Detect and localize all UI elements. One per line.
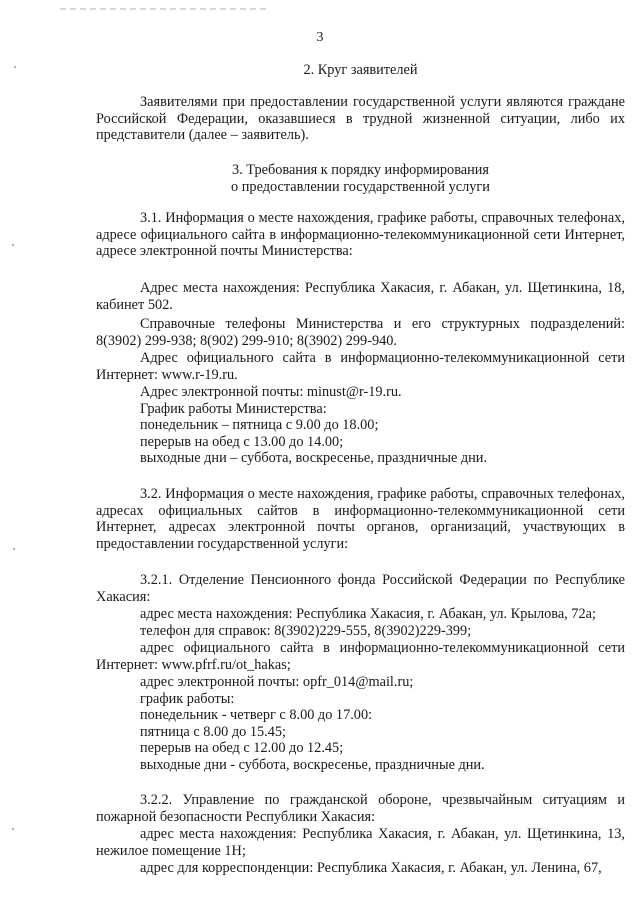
pfr-mon-thu: понедельник - четверг с 8.00 до 17.00:: [140, 707, 373, 724]
pfr-contacts: [96, 606, 625, 639]
ministry-schedule-off: выходные дни – суббота, воскресенье, праздничные дни.: [140, 450, 488, 467]
page-number: 3: [316, 30, 324, 45]
pfr-email: адрес электронной почты: opfr_014@mail.ru;: [140, 674, 414, 690]
pfr-off: выходные дни - суббота, воскресенье, праздничные дни.: [140, 756, 485, 773]
section-3-heading-line2: о предоставлении государственной услуги: [231, 178, 490, 195]
paragraph-3-2: 3.2. Информация о месте нахождения, графике работы, справочных телефонах, адресах официальных сайтов в информационно-телекоммуникационной сети Интернет, адресах электронной почты органов, организаций, участвующих в предоставлении государственной услуги:: [96, 486, 625, 552]
go-mail-address: адрес для корреспонденции: Республика Хакасия, г. Абакан, ул. Ленина, 67,: [140, 860, 602, 876]
pfr-schedule-title: график работы:: [140, 690, 235, 707]
pfr-address: адрес места нахождения: Республика Хакасия, г. Абакан, ул. Крылова, 72а;: [140, 606, 596, 622]
ministry-schedule-title: График работы Министерства:: [140, 400, 327, 417]
ministry-schedule: [96, 384, 625, 467]
ministry-address: Адрес места нахождения: Республика Хакасия, г. Абакан, ул. Щетинкина, 18, кабинет 502.: [96, 280, 625, 313]
pfr-site: адрес официального сайта в информационно-телекоммуникационной сети Интернет: www.pfrf.ru/ot_hakas;: [96, 640, 625, 673]
section-2-heading: 2. Круг заявителей: [303, 62, 418, 78]
pfr-break: перерыв на обед с 12.00 до 12.45;: [140, 740, 344, 757]
ministry-schedule-days: понедельник – пятница с 9.00 до 18.00;: [140, 417, 379, 434]
paragraph-3-1: 3.1. Информация о месте нахождения, графике работы, справочных телефонах, адресе официального сайта в информационно-телекоммуникационной сети Интернет, адресе электронной почты Министерства:: [96, 210, 625, 260]
ministry-email: Адрес электронной почты: minust@r-19.ru.: [140, 384, 402, 400]
scan-speck: [14, 66, 16, 68]
pfr-phones: телефон для справок: 8(3902)229-555, 8(3902)229-399;: [140, 622, 472, 639]
ministry-phones: Справочные телефоны Министерства и его структурных подразделений: 8(3902) 299-938; 8(902) 299-910; 8(3902) 299-940.: [96, 316, 625, 349]
ministry-site: Адрес официального сайта в информационно-телекоммуникационной сети Интернет: www.r-19.ru.: [96, 350, 625, 383]
pfr-fri: пятница с 8.00 до 15.45;: [140, 723, 286, 740]
scan-speck: [13, 548, 15, 550]
scan-speck: [12, 828, 14, 830]
ministry-schedule-break: перерыв на обед с 13.00 до 14.00;: [140, 433, 344, 450]
scan-artifact: [60, 8, 270, 10]
pfr-schedule: [96, 674, 625, 774]
section-3-heading: [96, 162, 625, 195]
scan-speck: [12, 244, 14, 246]
section-3-heading-line1: 3. Требования к порядку информирования: [232, 162, 489, 178]
go-address: адрес места нахождения: Республика Хакасия, г. Абакан, ул. Щетинкина, 13, нежилое помещение 1Н;: [96, 826, 625, 859]
section-2-paragraph: Заявителями при предоставлении государственной услуги являются граждане Российской Федерации, оказавшиеся в трудной жизненной ситуации, либо их представители (далее – заявитель).: [96, 94, 625, 144]
paragraph-3-2-2: 3.2.2. Управление по гражданской обороне, чрезвычайным ситуациям и пожарной безопасности Республики Хакасия:: [96, 792, 625, 825]
paragraph-3-2-1: 3.2.1. Отделение Пенсионного фонда Российской Федерации по Республике Хакасия:: [96, 572, 625, 605]
